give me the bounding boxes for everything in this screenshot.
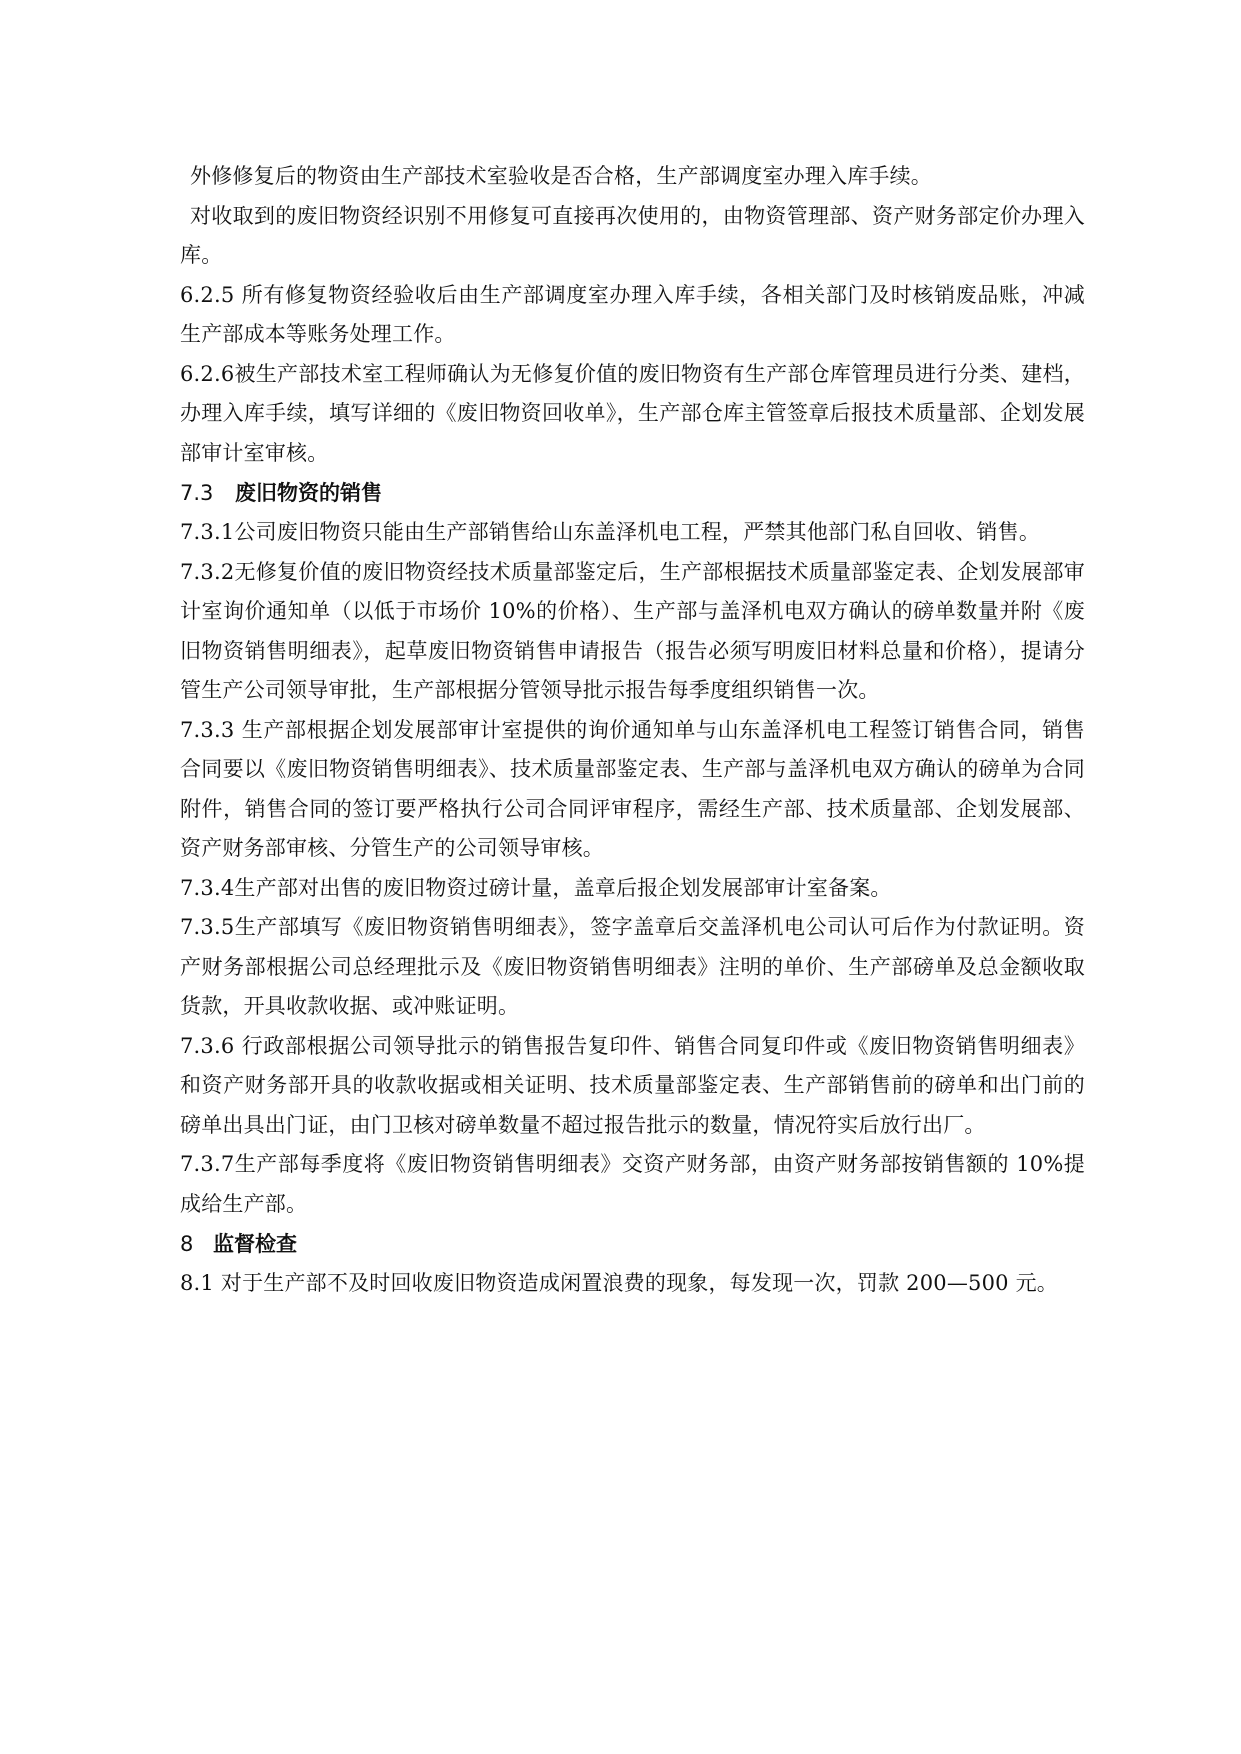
section-number: 7.3	[180, 481, 214, 505]
section-heading-8	[180, 1224, 1085, 1264]
paragraph-6-2-5: 6.2.5 所有修复物资经验收后由生产部调度室办理入库手续，各相关部门及时核销废品账，冲减生产部成本等账务处理工作。	[180, 282, 1085, 346]
paragraph-6-2-6: 6.2.6被生产部技术室工程师确认为无修复价值的废旧物资有生产部仓库管理员进行分类、建档，办理入库手续，填写详细的《废旧物资回收单》，生产部仓库主管签章后报技术质量部、企划发展部审计室审核。	[180, 361, 1085, 465]
paragraph-7-3-6: 7.3.6 行政部根据公司领导批示的销售报告复印件、销售合同复印件或《废旧物资销售明细表》和资产财务部开具的收款收据或相关证明、技术质量部鉴定表、生产部销售前的磅单和出门前的磅单出具出门证，由门卫核对磅单数量不超过报告批示的数量，情况符实后放行出厂。	[180, 1033, 1085, 1137]
section-number: 8	[180, 1232, 194, 1256]
paragraph-7-3-2: 7.3.2无修复价值的废旧物资经技术质量部鉴定后，生产部根据技术质量部鉴定表、企划发展部审计室询价通知单（以低于市场价 10%的价格）、生产部与盖泽机电双方确认的磅单数量并附《废旧物资销售明细表》，起草废旧物资销售申请报告（报告必须写明废旧材料总量和价格），提请分管生产公司领导审批，生产部根据分管领导批示报告每季度组织销售一次。	[180, 559, 1085, 702]
section-heading-7-3	[180, 473, 1085, 513]
section-title: 监督检查	[213, 1232, 297, 1256]
paragraph-7-3-3: 7.3.3 生产部根据企划发展部审计室提供的询价通知单与山东盖泽机电工程签订销售合同，销售合同要以《废旧物资销售明细表》、技术质量部鉴定表、生产部与盖泽机电双方确认的磅单为合同附件，销售合同的签订要严格执行公司合同评审程序，需经生产部、技术质量部、企划发展部、资产财务部审核、分管生产的公司领导审核。	[180, 717, 1085, 860]
paragraph-reuse-pricing: 对收取到的废旧物资经识别不用修复可直接再次使用的，由物资管理部、资产财务部定价办理入库。	[180, 203, 1085, 267]
section-title: 废旧物资的销售	[235, 481, 382, 505]
paragraph-7-3-1: 7.3.1公司废旧物资只能由生产部销售给山东盖泽机电工程，严禁其他部门私自回收、销售。	[180, 520, 1041, 544]
document-body	[180, 157, 1085, 1304]
paragraph-7-3-7: 7.3.7生产部每季度将《废旧物资销售明细表》交资产财务部，由资产财务部按销售额的 10%提成给生产部。	[180, 1152, 1085, 1216]
paragraph-7-3-4: 7.3.4生产部对出售的废旧物资过磅计量，盖章后报企划发展部审计室备案。	[180, 875, 892, 900]
paragraph-repair-acceptance: 外修修复后的物资由生产部技术室验收是否合格，生产部调度室办理入库手续。	[190, 164, 932, 188]
paragraph-8-1: 8.1 对于生产部不及时回收废旧物资造成闲置浪费的现象，每发现一次，罚款 200—500 元。	[180, 1271, 1058, 1295]
paragraph-7-3-5: 7.3.5生产部填写《废旧物资销售明细表》，签字盖章后交盖泽机电公司认可后作为付款证明。资产财务部根据公司总经理批示及《废旧物资销售明细表》注明的单价、生产部磅单及总金额收取货款，开具收款收据、或冲账证明。	[180, 915, 1085, 1018]
